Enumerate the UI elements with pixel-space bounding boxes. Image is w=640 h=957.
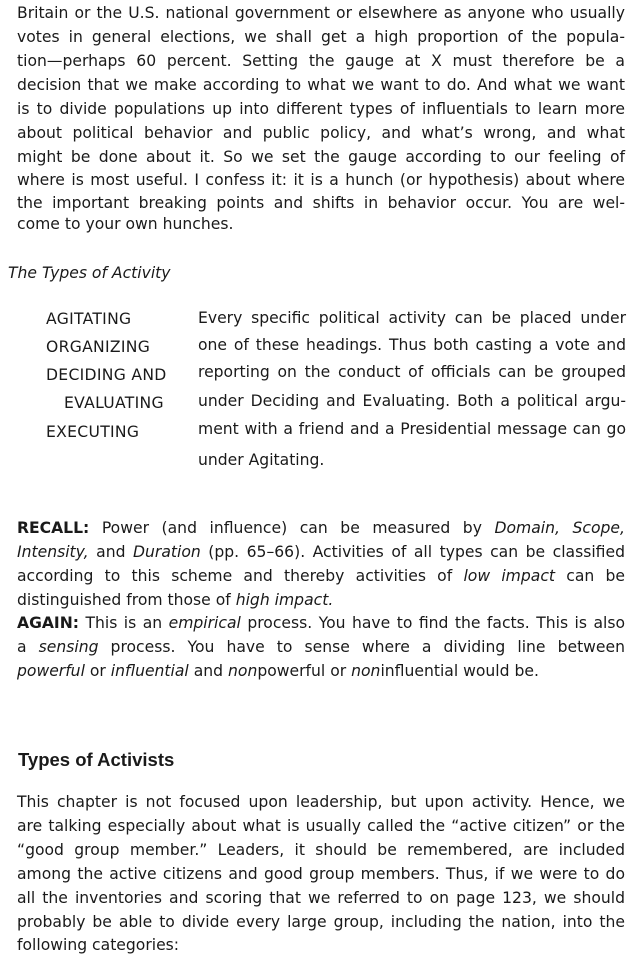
text: process. You have to find the facts. This is also: [240, 614, 625, 632]
text: and: [88, 543, 134, 561]
list-item: EVALUATING: [64, 394, 164, 412]
text-line: Britain or the U.S. national government or elsewhere as anyone who usually: [17, 4, 625, 22]
text-line: [17, 613, 625, 633]
text-line: ment with a friend and a Presidential message can go: [198, 420, 626, 438]
text-line: probably be able to divide every large group, including the nation, into the: [17, 913, 625, 931]
text-line: [17, 566, 625, 586]
text: process. You have to sense where a dividing line between: [98, 638, 626, 656]
emphasis: non: [351, 662, 381, 680]
text: This is an: [79, 614, 169, 632]
text: can be: [555, 567, 626, 585]
list-item: DECIDING AND: [46, 366, 167, 384]
again-label: AGAIN:: [17, 614, 80, 632]
text: and: [188, 662, 229, 680]
text-line: tion—perhaps 60 percent. Setting the gauge at X must therefore be a: [17, 52, 625, 70]
list-item: ORGANIZING: [46, 338, 151, 356]
text-line: votes in general elections, we shall get a high proportion of the popula-: [17, 28, 625, 46]
text-line: Every specific political activity can be placed under: [198, 309, 626, 327]
text: powerful or: [257, 662, 352, 680]
text-line: come to your own hunches.: [17, 215, 234, 233]
text-line: under Agitating.: [198, 451, 325, 469]
emphasis: sensing: [38, 638, 99, 656]
text-line: following categories:: [17, 936, 180, 954]
text: Power (and influence) can be measured by: [89, 519, 495, 537]
emphasis: empirical: [168, 614, 241, 632]
text-line: [17, 518, 625, 538]
text-line: [17, 637, 625, 657]
text-line: might be done about it. So we set the gauge according to our feeling of: [17, 148, 625, 166]
emphasis: non: [228, 662, 258, 680]
text-line: under Deciding and Evaluating. Both a political argu-: [198, 392, 626, 410]
emphasis: influential: [110, 662, 189, 680]
text-line: reporting on the conduct of officials can be grouped: [198, 363, 626, 381]
emphasis: Domain, Scope,: [494, 519, 625, 537]
emphasis: low impact: [463, 567, 556, 585]
emphasis: powerful: [17, 662, 85, 680]
text-line: are talking especially about what is usually called the “active citizen” or the: [17, 817, 625, 835]
text: influential would be.: [380, 662, 539, 680]
emphasis: Intensity,: [17, 543, 89, 561]
text-line: decision that we make according to what we want to do. And what we want: [17, 76, 625, 94]
emphasis: high impact.: [235, 591, 334, 609]
text: (pp. 65–66). Activities of all types can be classified: [200, 543, 625, 561]
text-line: about political behavior and public policy, and what’s wrong, and what: [17, 124, 625, 142]
emphasis: Duration: [133, 543, 201, 561]
activity-heading: The Types of Activity: [8, 264, 171, 282]
text: according to this scheme and thereby activities of: [17, 567, 464, 585]
section-heading: Types of Activists: [18, 749, 175, 770]
text-line: [17, 661, 625, 681]
text: a: [17, 638, 39, 656]
text-line: among the active citizens and good group members. Thus, if we were to do: [17, 865, 625, 883]
text: or: [84, 662, 111, 680]
text-line: all the inventories and scoring that we referred to on page 123, we should: [17, 889, 625, 907]
list-item: EXECUTING: [46, 423, 140, 441]
text-line: is to divide populations up into different types of influentials to learn more: [17, 100, 625, 118]
text-line: “good group member.” Leaders, it should be remembered, are included: [17, 841, 625, 859]
text-line: [17, 542, 625, 562]
text-line: one of these headings. Thus both casting a vote and: [198, 336, 626, 354]
text-line: [17, 590, 625, 610]
text-line: This chapter is not focused upon leadership, but upon activity. Hence, we: [17, 793, 625, 811]
list-item: AGITATING: [46, 310, 132, 328]
text: distinguished from those of: [17, 591, 236, 609]
text-line: where is most useful. I confess it: it is a hunch (or hypothesis) about where: [17, 171, 625, 189]
recall-label: RECALL:: [17, 519, 90, 537]
text-line: the important breaking points and shifts in behavior occur. You are wel-: [17, 194, 625, 212]
